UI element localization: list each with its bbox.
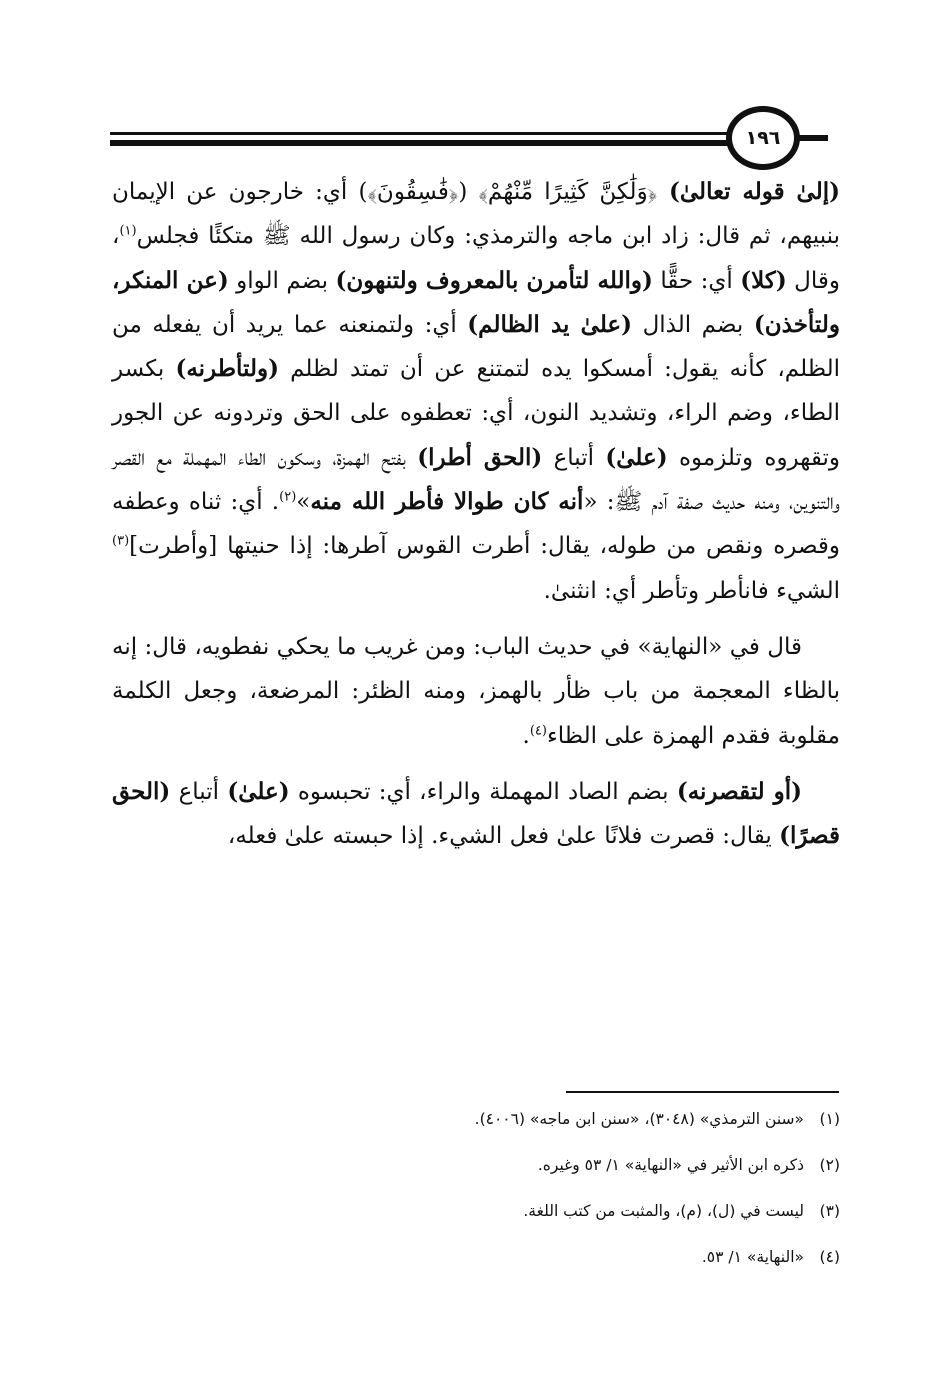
page-number-badge <box>726 106 800 170</box>
paragraph-1 <box>112 170 840 613</box>
text-run: يقال: قصرت فلانًا علىٰ فعل الشيء. إذا حبسته علىٰ فعله، <box>227 823 780 850</box>
main-text <box>112 170 840 858</box>
paragraph-3 <box>112 770 840 859</box>
bold-phrase: (الحق قصرًا) <box>112 777 840 850</box>
text-run: الشيء فانأطر وتأطر أي: انثنىٰ. <box>543 577 840 604</box>
text-run: » <box>296 489 311 516</box>
text-run: أتباع <box>542 444 606 471</box>
bold-phrase: أنه كان طوالا فأطر الله منه <box>310 488 584 516</box>
footnote-text: ذكره ابن الأثير في «النهاية» ١/ ٥٣ وغيره. <box>537 1156 804 1174</box>
text-run: بضم الذال <box>632 311 754 338</box>
bold-phrase: (إلىٰ قوله تعالىٰ) <box>657 178 840 205</box>
bold-phrase: (كلا) <box>740 266 787 294</box>
footnote-text: ليست في (ل)، (م)، والمثبت من كتب اللغة. <box>523 1202 804 1220</box>
footnote-ref: (٣) <box>112 533 130 549</box>
text-run: ) أي: خارجون عن الإيمان بنبيهم، ثم قال: زاد ابن ماجه والترمذي: وكان رسول الله ﷺ متكئًا فجلس <box>112 179 840 250</box>
footnote-number: (٣) <box>819 1202 840 1220</box>
bold-phrase: (ولتأطرنه) <box>175 355 279 383</box>
text-run: ، وقال <box>112 223 840 294</box>
bold-phrase: (والله لتأمرن بالمعروف ولتنهون) <box>335 266 653 294</box>
bold-phrase: (أو لتقصرنه) <box>676 777 802 805</box>
footnote-1 <box>300 1104 840 1150</box>
header-rule-tail <box>798 135 828 141</box>
header-rule-thick <box>110 140 746 146</box>
text-run: ( <box>458 179 479 205</box>
quran-verse: ﴿وَلَٰكِنَّ كَثِيرًا مِّنْهُمْ﴾ <box>478 179 658 205</box>
footnote-3 <box>300 1196 840 1242</box>
bold-phrase: (عن المنكر، ولتأخذن) <box>112 266 840 338</box>
bold-phrase: (علىٰ) <box>227 777 290 805</box>
footnote-text: «النهاية» ١/ ٥٣. <box>701 1248 804 1266</box>
text-run: قال في «النهاية» في حديث الباب: ومن غريب ما يحكي نفطويه، قال: إنه بالظاء المعجمة من باب ظأر بالهمز، ومنه الظئر: المرضعة، وجعل الكلمة مقلوبة فقدم الهمزة على الظاء <box>112 633 840 749</box>
footnotes <box>300 1104 840 1288</box>
header-rule-thin <box>110 132 746 135</box>
bold-phrase: (علىٰ) <box>605 443 668 471</box>
text-run: بضم الصاد المهملة والراء، أي: تحبسوه <box>289 778 677 805</box>
bold-phrase: (علىٰ يد الظالم) <box>467 310 633 338</box>
text-run: أتباع <box>170 778 228 805</box>
footnote-ref: (١) <box>119 223 137 239</box>
text-run: بكسر الطاء، وضم الراء، وتشديد النون، أي: تعطفوه على الحق وتردونه عن الجور وتقهروه وتلزموه <box>112 356 840 471</box>
paragraph-2 <box>112 625 840 758</box>
bold-phrase: (الحق أطرا) <box>417 443 543 471</box>
footnote-ref: (٢) <box>279 489 297 505</box>
text-run: أي: ولتمنعنه عما يريد أن يفعله من الظلم، كأنه يقول: أمسكوا يده لتمتنع عن أن تمتد لظلم <box>112 311 840 383</box>
text-run: . <box>522 722 530 749</box>
footnote-number: (٤) <box>819 1248 840 1266</box>
footnote-text: «سنن الترمذي» (٣٠٤٨)، «سنن ابن ماجه» (٤٠٠٦). <box>474 1110 804 1128</box>
text-run: . أي: ثناه وعطفه وقصره ونقص من طوله، يقال: أطرت القوس آطرها: إذا حنيتها [وأطرت] <box>112 489 840 560</box>
text-run: أي: حقًّا <box>652 267 741 294</box>
footnote-2 <box>300 1150 840 1196</box>
footnote-number: (١) <box>819 1110 840 1128</box>
footnote-ref: (٤) <box>529 722 547 738</box>
quran-verse: ﴿فَٰسِقُونَ﴾ <box>367 179 459 205</box>
footnote-number: (٢) <box>819 1156 840 1174</box>
footnote-separator <box>566 1091 839 1093</box>
text-run: بضم الواو <box>228 267 336 294</box>
text-run: بفتح الهمزة، وسكون الطاء المهملة مع القصر والتنوين، ومنه حديث صفة آدم ﷺ: « <box>112 444 840 516</box>
footnote-4 <box>300 1242 840 1288</box>
page-number: ١٩٦ <box>745 127 781 149</box>
